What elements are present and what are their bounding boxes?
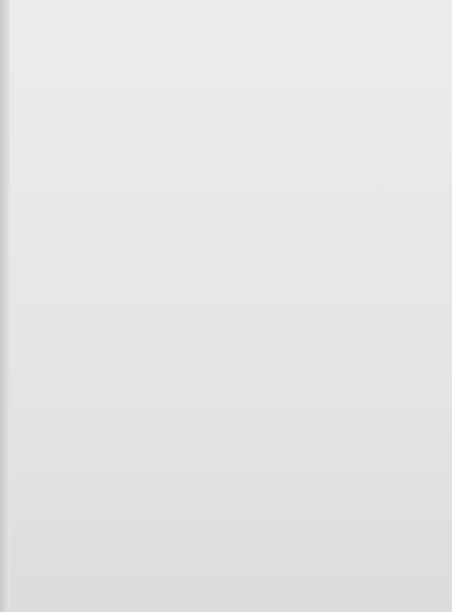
instructions-notes — [12, 37, 444, 38]
binding-edge — [0, 0, 10, 612]
